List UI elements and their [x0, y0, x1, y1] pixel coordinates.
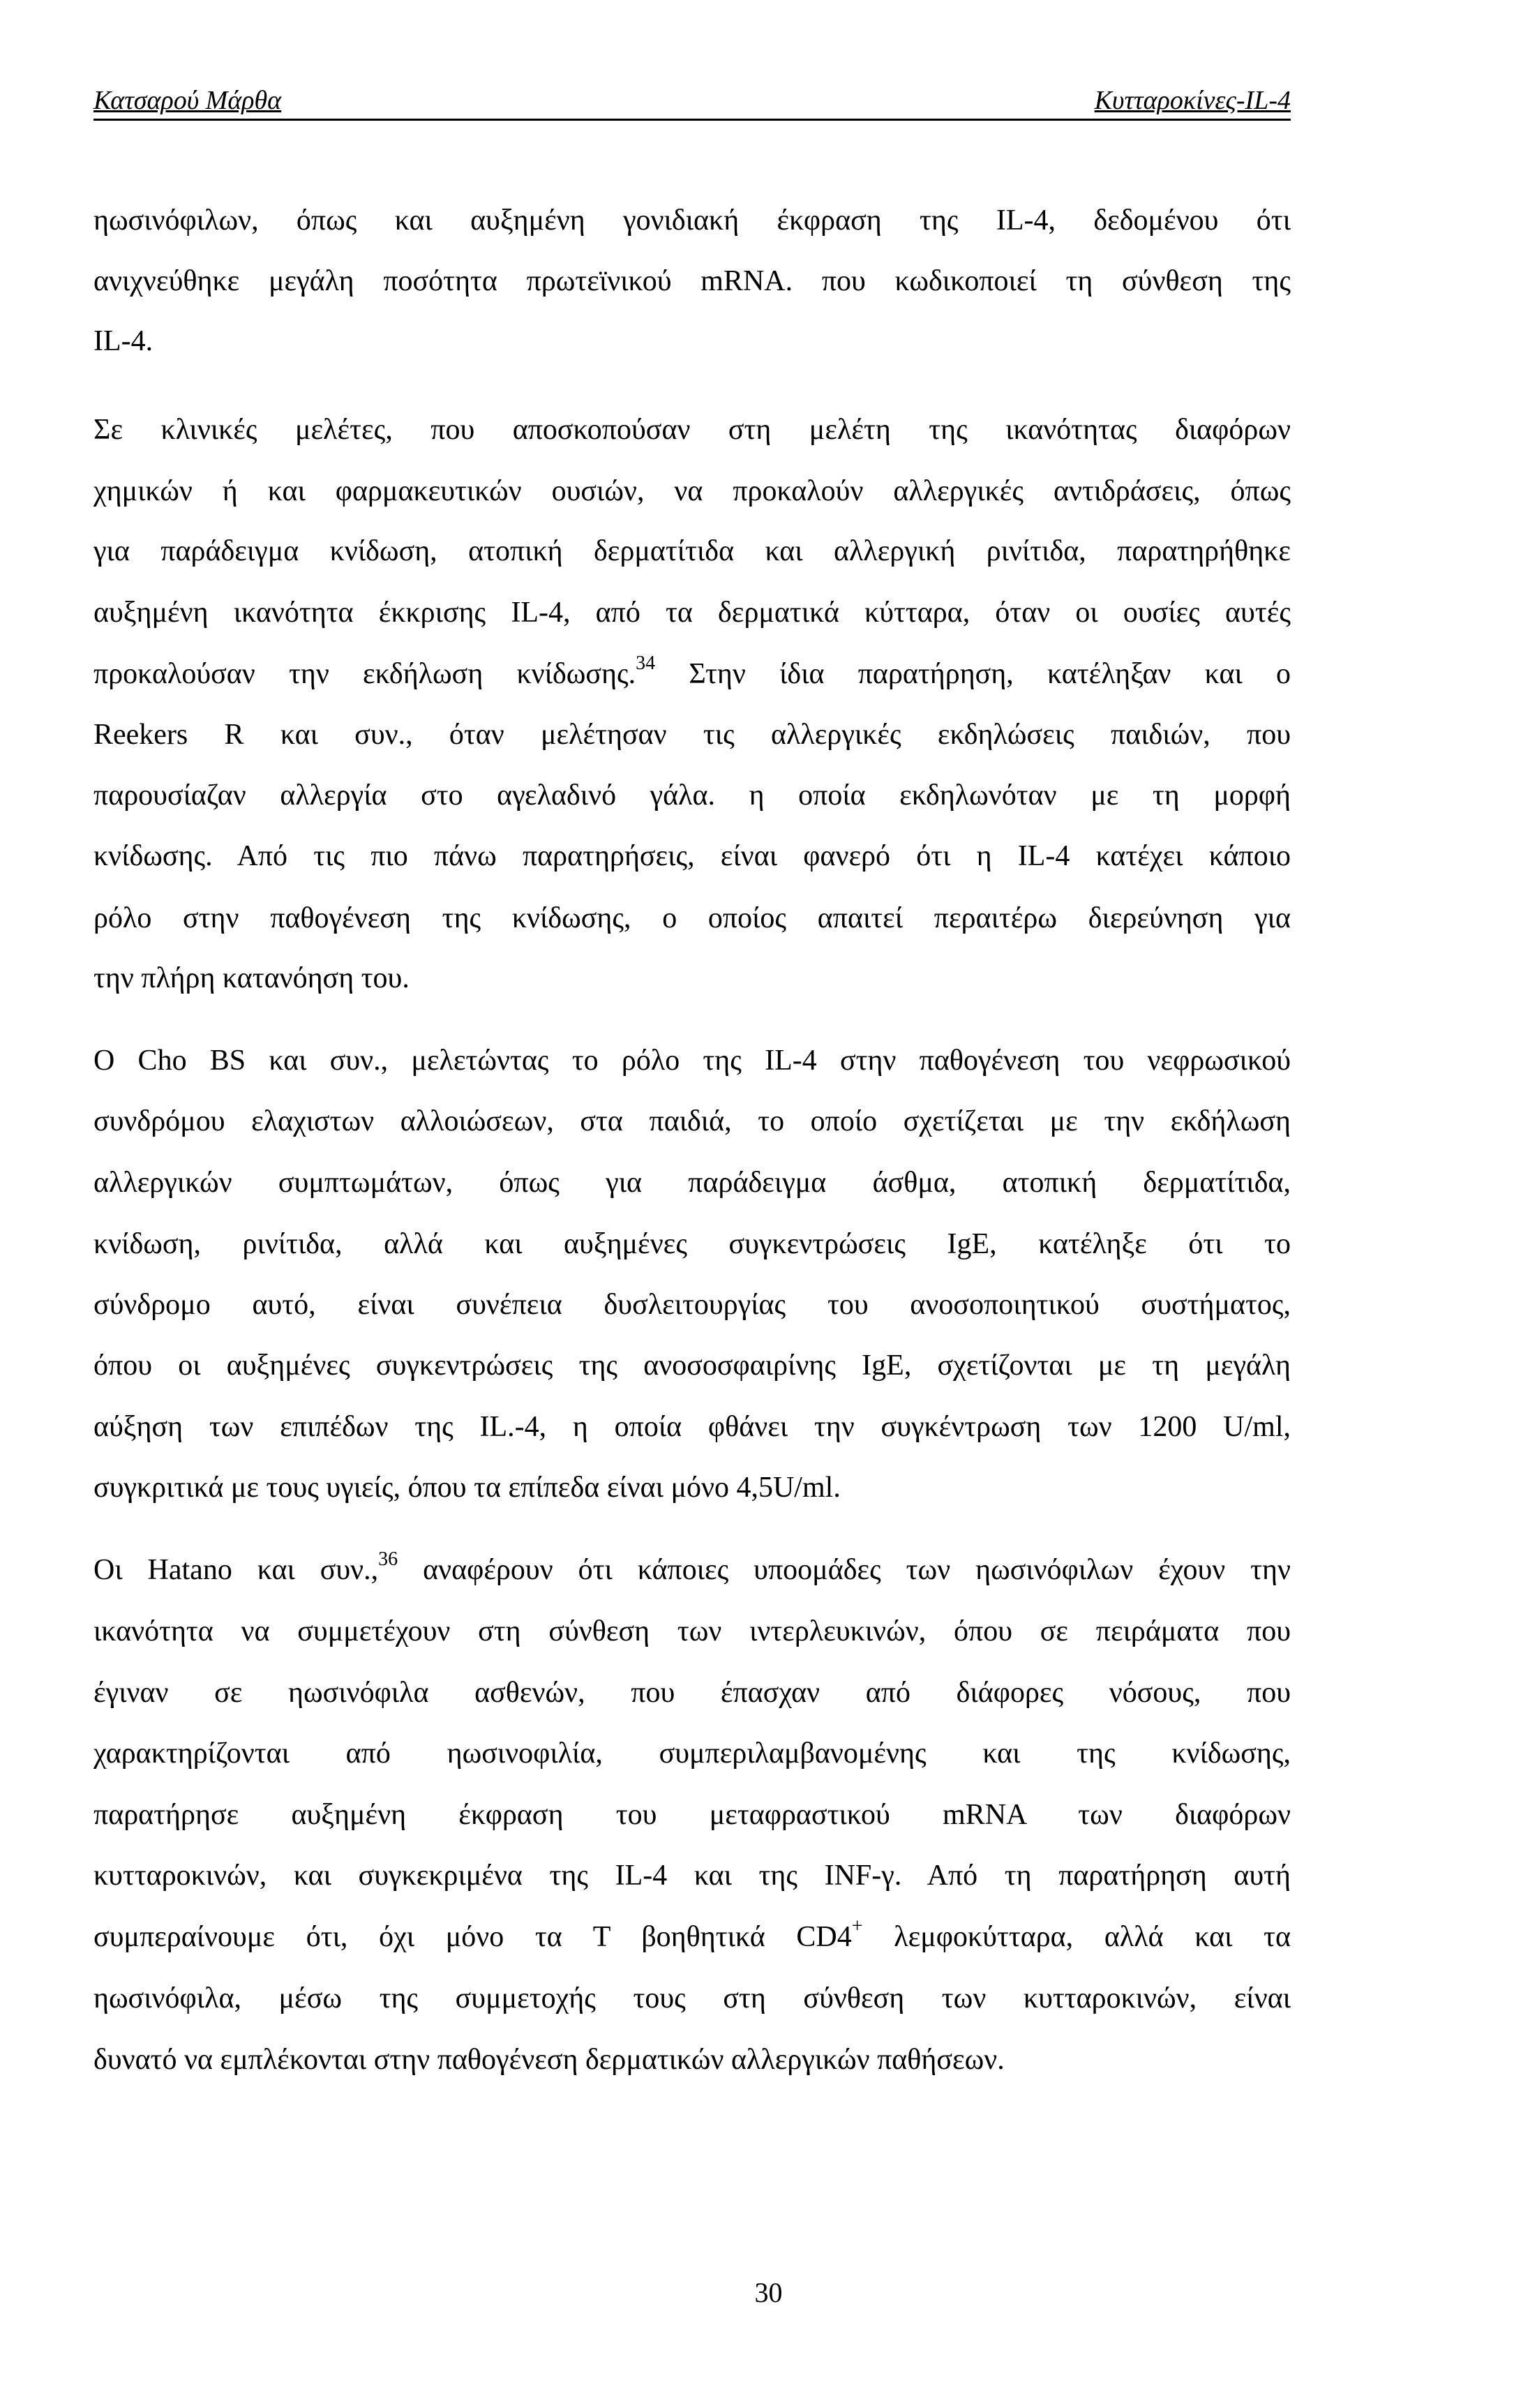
text-line: ηωσινόφιλα, μέσω της συμμετοχής τους στη σύνθεση των κυτταροκινών, είναι	[93, 1982, 1291, 2014]
text-line: IL-4.	[93, 325, 153, 357]
text-line: την πλήρη κατανόηση του.	[93, 962, 410, 994]
text-line: κνίδωση, ρινίτιδα, αλλά και αυξημένες συγκεντρώσεις IgE, κατέληξε ότι το	[93, 1228, 1291, 1260]
text-line: ρόλο στην παθογένεση της κνίδωσης, ο οποίος απαιτεί περαιτέρω διερεύνηση για	[93, 902, 1291, 934]
citation-superscript: 34	[636, 652, 656, 674]
text-line: ανιχνεύθηκε μεγάλη ποσότητα πρωτεϊνικού mRNA. που κωδικοποιεί τη σύνθεση της	[93, 265, 1291, 297]
text-line: παρατήρησε αυξημένη έκφραση του μεταφραστικού mRNA των διαφόρων	[93, 1799, 1291, 1831]
text-line: συγκριτικά με τους υγιείς, όπου τα επίπεδα είναι μόνο 4,5U/ml.	[93, 1472, 841, 1504]
text-line: ικανότητα να συμμετέχουν στη σύνθεση των ιντερλευκινών, όπου σε πειράματα που	[93, 1615, 1291, 1647]
text-line	[93, 1915, 1291, 1959]
running-header	[93, 82, 1291, 121]
text-line: για παράδειγμα κνίδωση, ατοπική δερματίτιδα και αλλεργική ρινίτιδα, παρατηρήθηκε	[93, 535, 1291, 567]
header-topic: Κυτταροκίνες-IL-4	[1094, 86, 1291, 115]
citation-superscript: 36	[378, 1548, 398, 1570]
page-number: 30	[754, 2277, 783, 2308]
line-text: συμπεραίνουμε ότι, όχι μόνο τα Τ βοηθητικά CD4	[93, 1921, 852, 1953]
line-text: Στην ίδια παρατήρηση, κατέληξαν και ο	[655, 658, 1291, 690]
text-line: κνίδωσης. Από τις πιο πάνω παρατηρήσεις, είναι φανερό ότι η IL-4 κατέχει κάποιο	[93, 840, 1291, 872]
line-text: προκαλούσαν την εκδήλωση κνίδωσης.	[93, 658, 636, 690]
text-line	[93, 1548, 1291, 1592]
superscript: +	[851, 1915, 863, 1937]
text-line: χαρακτηρίζονται από ηωσινοφιλία, συμπεριλαμβανομένης και της κνίδωσης,	[93, 1737, 1291, 1770]
text-line: κυτταροκινών, και συγκεκριμένα της IL-4 και της INF-γ. Από τη παρατήρηση αυτή	[93, 1860, 1291, 1892]
text-line: χημικών ή και φαρμακευτικών ουσιών, να προκαλούν αλλεργικές αντιδράσεις, όπως	[93, 475, 1291, 507]
text-line: Reekers R και συν., όταν μελέτησαν τις αλλεργικές εκδηλώσεις παιδιών, που	[93, 719, 1291, 751]
text-line	[93, 652, 1291, 696]
text-line: αλλεργικών συμπτωμάτων, όπως για παράδειγμα άσθμα, ατοπική δερματίτιδα,	[93, 1167, 1291, 1199]
line-text: Οι Hatano και συν.,	[93, 1554, 379, 1586]
line-text: αναφέρουν ότι κάποιες υποομάδες των ηωσινόφιλων έχουν την	[398, 1554, 1291, 1586]
text-line: όπου οι αυξημένες συγκεντρώσεις της ανοσοσφαιρίνης IgE, σχετίζονται με τη μεγάλη	[93, 1349, 1291, 1382]
text-line: έγιναν σε ηωσινόφιλα ασθενών, που έπασχαν από διάφορες νόσους, που	[93, 1677, 1291, 1709]
text-line: παρουσίαζαν αλλεργία στο αγελαδινό γάλα. η οποία εκδηλωνόταν με τη μορφή	[93, 779, 1291, 812]
line-text: λεμφοκύτταρα, αλλά και τα	[862, 1921, 1291, 1953]
text-line: σύνδρομο αυτό, είναι συνέπεια δυσλειτουργίας του ανοσοποιητικού συστήματος,	[93, 1289, 1291, 1321]
text-line: Σε κλινικές μελέτες, που αποσκοπούσαν στη μελέτη της ικανότητας διαφόρων	[93, 414, 1291, 446]
text-line: συνδρόμου ελαχιστων αλλοιώσεων, στα παιδιά, το οποίο σχετίζεται με την εκδήλωση	[93, 1105, 1291, 1137]
text-line: αυξημένη ικανότητα έκκρισης IL-4, από τα δερματικά κύτταρα, όταν οι ουσίες αυτές	[93, 597, 1291, 629]
header-author: Κατσαρού Μάρθα	[93, 86, 282, 115]
text-line: αύξηση των επιπέδων της IL.-4, η οποία φθάνει την συγκέντρωση των 1200 U/ml,	[93, 1411, 1291, 1443]
text-line: δυνατό να εμπλέκονται στην παθογένεση δερματικών αλλεργικών παθήσεων.	[93, 2044, 1005, 2076]
text-line: ηωσινόφιλων, όπως και αυξημένη γονιδιακή έκφραση της IL-4, δεδομένου ότι	[93, 204, 1291, 237]
text-line: Ο Cho BS και συν., μελετώντας το ρόλο της IL-4 στην παθογένεση του νεφρωσικού	[93, 1045, 1291, 1077]
